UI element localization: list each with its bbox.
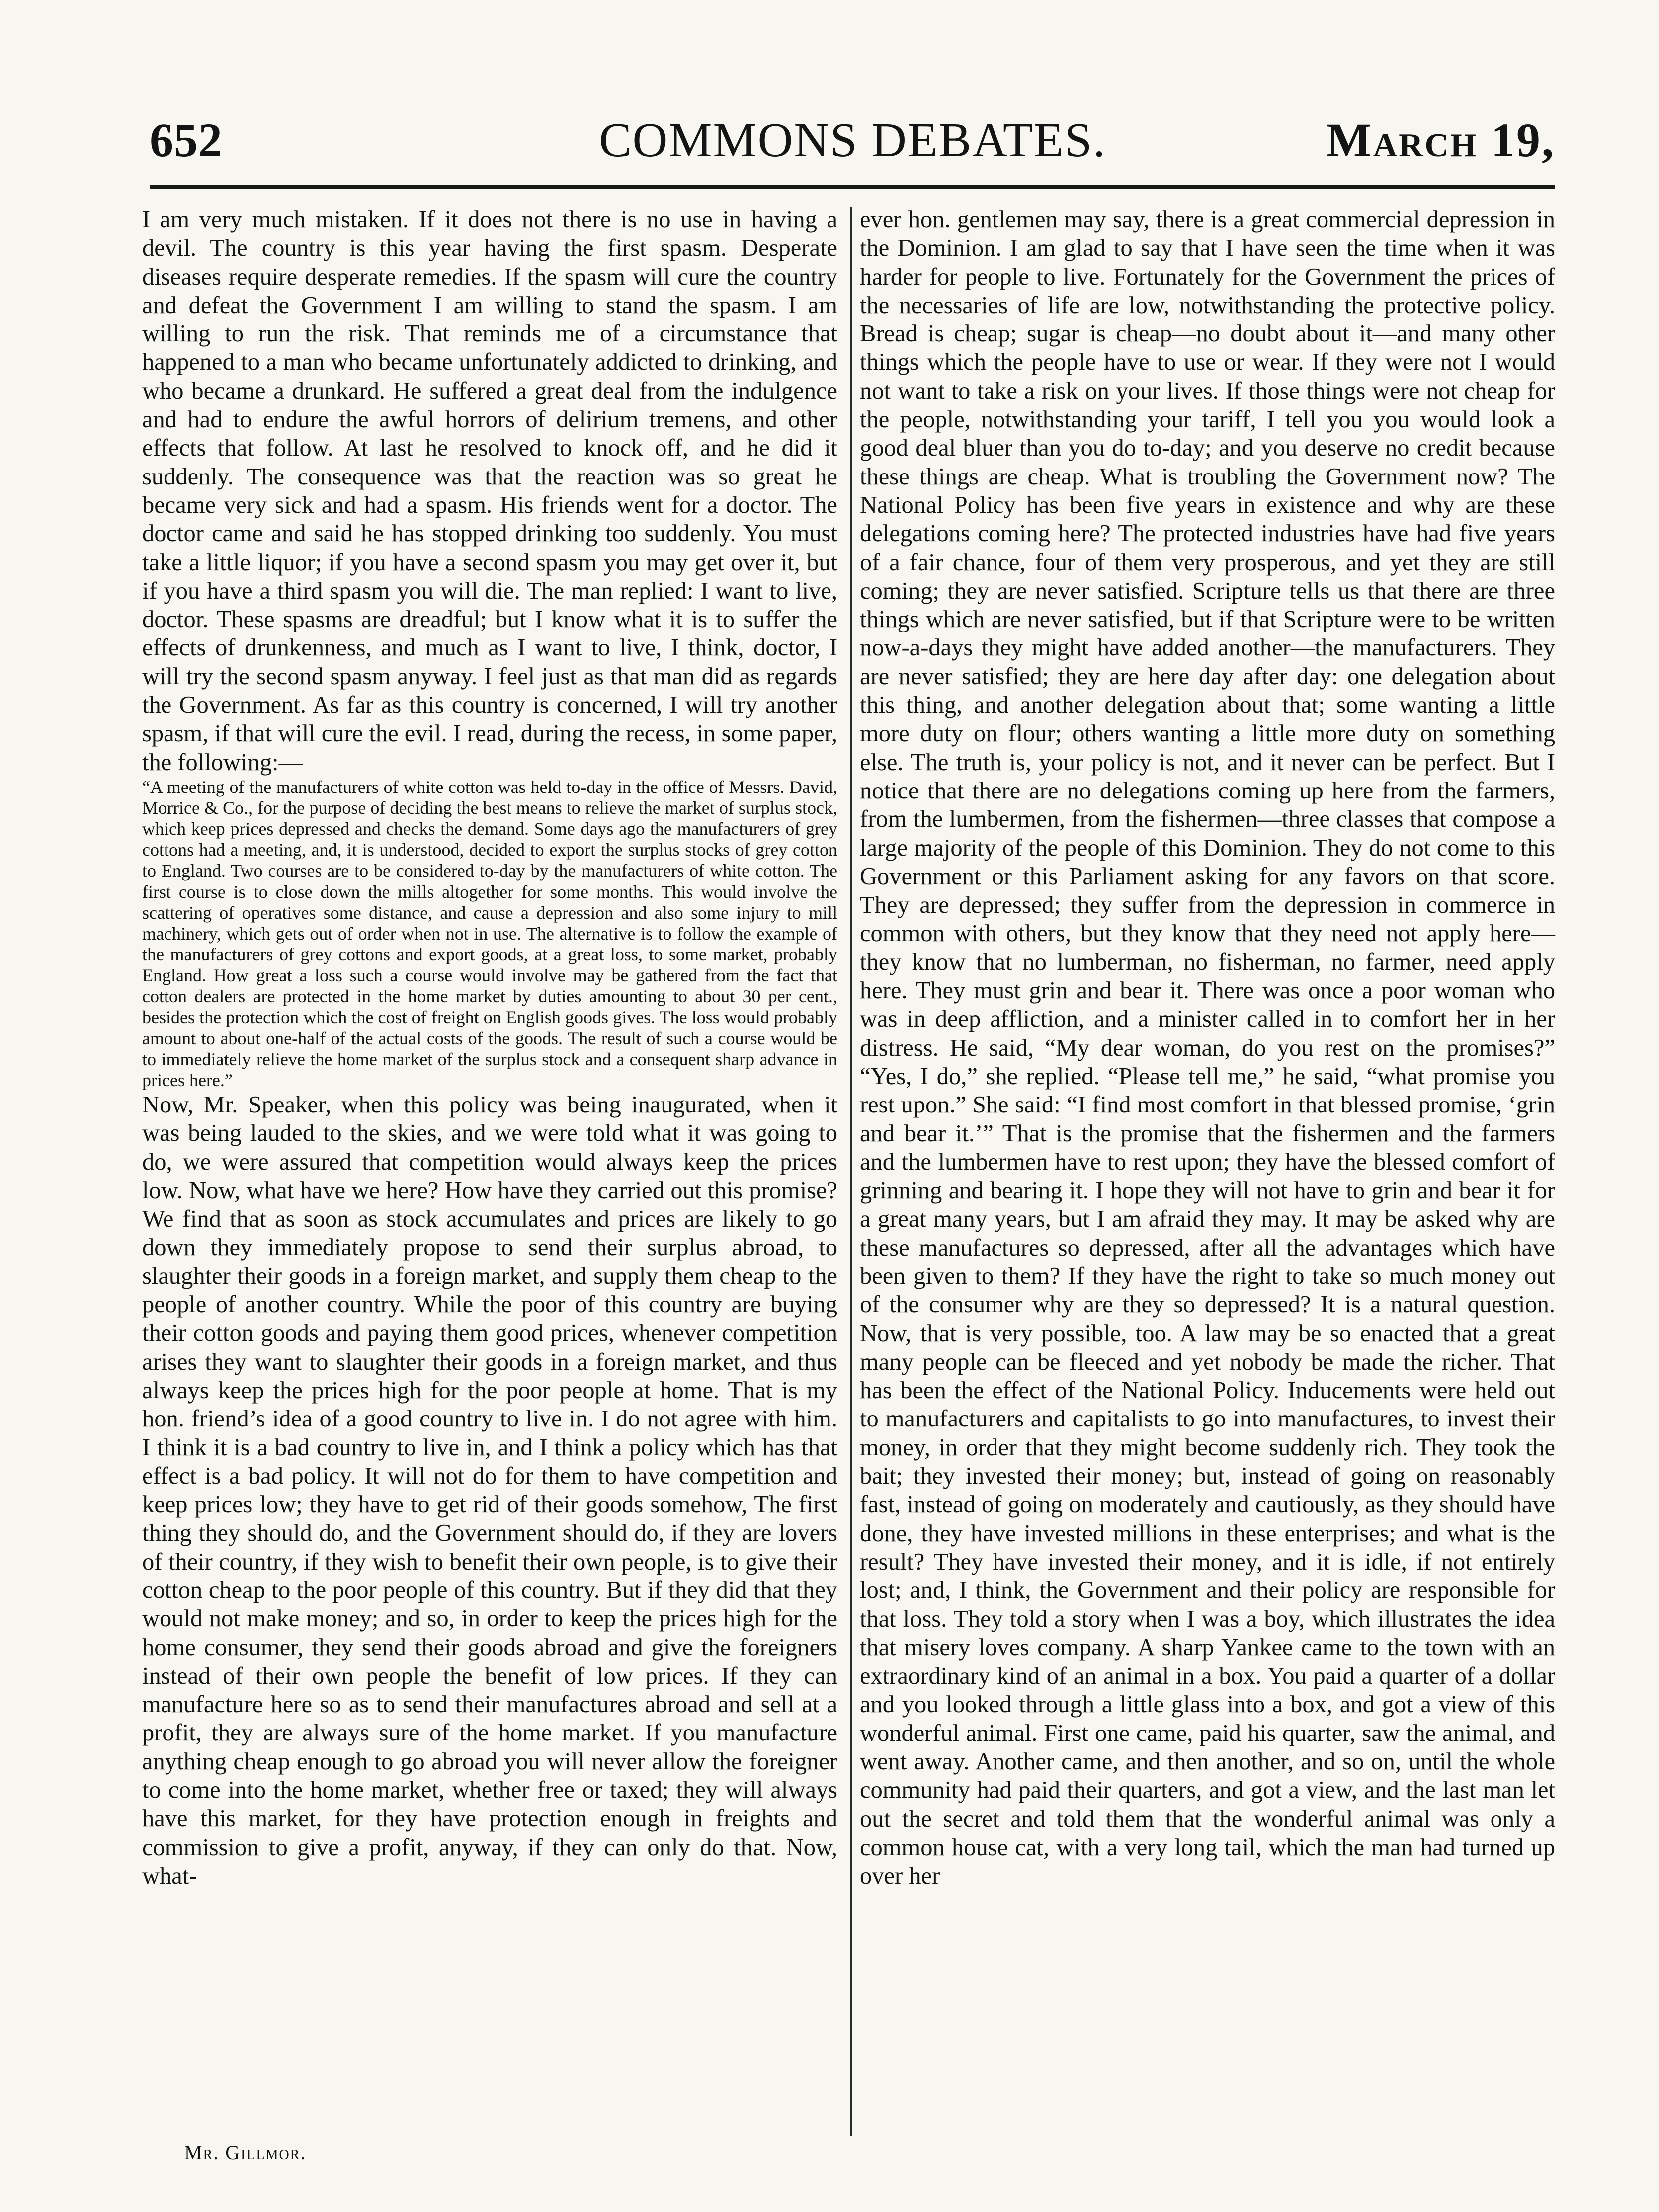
speaker-footer: Mr. Gillmor. (184, 2141, 307, 2164)
running-title: COMMONS DEBATES. (599, 113, 1106, 167)
page-number: 652 (150, 113, 223, 166)
left-column (142, 205, 837, 1890)
column-divider (850, 207, 852, 2136)
header-rule (150, 185, 1555, 189)
quoted-newspaper-excerpt: “A meeting of the manufacturers of white cotton was held to-day in the office of Messrs. David, Morrice & Co., for the purpose of deciding the best means to relieve the market of surplus stock, which keep prices depressed and checks the demand. Some days ago the manufacturers of grey cottons had a meeting, and, it is understood, decided to export the surplus stocks of grey cotton to England. Two courses are to be considered to-day by the manufacturers of white cotton. The first course is to close down the mills altogether for some months. This would involve the scattering of operatives some distance, and cause a depression and also some injury to mill machinery, which gets out of order when not in use. The alternative is to follow the example of the manufacturers of grey cottons and export goods, at a great loss, to some market, probably England. How great a loss such a course would involve may be gathered from the fact that cotton dealers are protected in the home market by duties amounting to about 30 per cent., besides the protection which the cost of freight on English goods gives. The loss would probably amount to about one-half of the actual costs of the goods. The result of such a course would be to immediately relieve the home market of the surplus stock and a consequent sharp advance in prices here.” (142, 777, 837, 1090)
page-header (150, 112, 1555, 177)
right-paragraph-1: ever hon. gentlemen may say, there is a great commercial depression in the Dominion. I am glad to say that I have seen the time when it was harder for people to live. Fortunately for the Government the prices of the necessaries of life are low, notwithstanding the protective policy. Bread is cheap; sugar is cheap—no doubt about it—and many other things which the people have to use or wear. If they were not I would not want to take a risk on your lives. If those things were not cheap for the people, notwithstanding your tariff, I tell you you would look a good deal bluer than you do to-day; and you deserve no credit because these things are cheap. What is troubling the Government now? The National Policy has been five years in existence and why are these delegations coming here? The protected industries have had five years of a fair chance, four of them very prosperous, and yet they are still coming; they are never satisfied. Scripture tells us that there are three things which are never satisfied, but if that Scripture were to be written now-a-days they might have added another—the manufacturers. They are never satisfied; they are here day after day: one delegation about this thing, and another delegation about that; some wanting a little more duty on flour; others wanting a little more duty on something else. The truth is, your policy is not, and it never can be perfect. But I notice that there are no delegations coming up here from the farmers, from the lumbermen, from the fishermen—three classes that compose a large majority of the people of this Dominion. They do not come to this Government or this Parliament asking for any favors on that score. They are depressed; they suffer from the depression in commerce in common with others, but they know that they need not apply here—they know that no lumberman, no fisherman, no farmer, need apply here. They must grin and bear it. There was once a poor woman who was in deep affliction, and a minister called in to comfort her in her distress. He said, “My dear woman, do you rest on the promises?” “Yes, I do,” she replied. “Please tell me,” he said, “what promise you rest upon.” She said: “I find most comfort in that blessed promise, ‘grin and bear it.’” That is the promise that the fishermen and the farmers and the lumbermen have to rest upon; they have the blessed comfort of grinning and bearing it. I hope they will not have to grin and bear it for a great many years, but I am afraid they may. It may be asked why are these manufactures so depressed, after all the advantages which have been given to them? If they have the right to take so much money out of the consumer why are they so depressed? It is a natural question. Now, that is very possible, too. A law may be so enacted that a great many people can be fleeced and yet nobody be made the richer. That has been the effect of the National Policy. Inducements were held out to manufacturers and capitalists to go into manufactures, to invest their money, in order that they might become suddenly rich. They took the bait; they invested their money; but, instead of going on reasonably fast, instead of going on moderately and cautiously, as they should have done, they have invested millions in these enterprises; and what is the result? They have invested their money, and it is idle, if not entirely lost; and, I think, the Government and their policy are responsible for that loss. They told a story when I was a boy, which illustrates the idea that misery loves company. A sharp Yankee came to the town with an extraordinary kind of an animal in a box. You paid a quarter of a dollar and you looked through a little glass into a box, and got a view of this wonderful animal. First one came, paid his quarter, saw the animal, and went away. Another came, and then another, and so on, until the whole community had paid their quarters, and got a view, and the last man let out the secret and told them that the wonderful animal was only a common house cat, with a very long tail, which the man had turned up over her (860, 206, 1555, 1890)
running-date: March 19, (1327, 113, 1555, 166)
right-column (860, 205, 1555, 1891)
left-paragraph-2: Now, Mr. Speaker, when this policy was being inaugurated, when it was being lauded to the skies, and we were told what it was going to do, we were assured that competition would always keep the prices low. Now, what have we here? How have they carried out this promise? We find that as soon as stock accumulates and prices are likely to go down they immediately propose to send their surplus abroad, to slaughter their goods in a foreign market, and supply them cheap to the people of another country. While the poor of this country are buying their cotton goods and paying them good prices, whenever competition arises they want to slaughter their goods in a foreign market, and thus always keep the prices high for the poor people at home. That is my hon. friend’s idea of a good country to live in. I do not agree with him. I think it is a bad country to live in, and I think a policy which has that effect is a bad policy. It will not do for them to have competition and keep prices low; they have to get rid of their goods somehow, The first thing they should do, and the Government should do, if they are lovers of their country, if they wish to benefit their own people, is to give their cotton cheap to the poor people of this country. But if they did that they would not make money; and so, in order to keep the prices high for the home consumer, they send their goods abroad and give the foreigners instead of their own people the benefit of low prices. If they can manufacture here so as to send their manufactures abroad and sell at a profit, they are always sure of the home market. If you manufacture anything cheap enough to go abroad you will never allow the foreigner to come into the home market, whether free or taxed; they will always have this market, for they have protection enough in freights and commission to give a profit, anyway, if they can only do that. Now, what- (142, 1091, 837, 1889)
left-paragraph-1: I am very much mistaken. If it does not there is no use in having a devil. The country is this year having the first spasm. Desperate diseases require desperate remedies. If the spasm will cure the country and defeat the Government I am willing to stand the spasm. I am willing to run the risk. That reminds me of a circumstance that happened to a man who became unfortunately addicted to drinking, and who became a drunkard. He suffered a great deal from the indulgence and had to endure the awful horrors of delirium tremens, and other effects that follow. At last he resolved to knock off, and he did it suddenly. The consequence was that the reaction was so great he became very sick and had a spasm. His friends went for a doctor. The doctor came and said he has stopped drinking too suddenly. You must take a little liquor; if you have a second spasm you may get over it, but if you have a third spasm you will die. The man replied: I want to live, doctor. These spasms are dreadful; but I know what it is to suffer the effects of drunkenness, and much as I want to live, I think, doctor, I will try the second spasm anyway. I feel just as that man did as regards the Government. As far as this country is concerned, I will try another spasm, if that will cure the evil. I read, during the recess, in some paper, the following:— (142, 206, 837, 776)
